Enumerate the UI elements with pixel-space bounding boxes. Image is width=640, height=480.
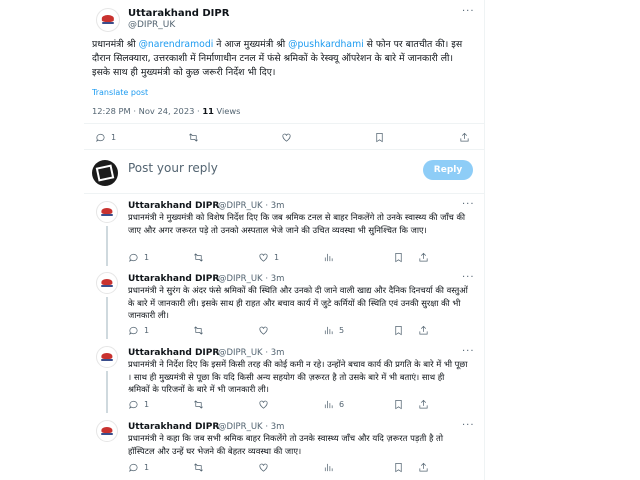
reply-actions [128, 323, 478, 337]
repost-button[interactable] [188, 130, 199, 144]
reply-author-name[interactable]: Uttarakhand DIPR [128, 274, 220, 284]
repost-button[interactable] [193, 250, 204, 264]
repost-icon [188, 132, 199, 143]
repost-icon [193, 399, 204, 410]
column-border-right [484, 0, 485, 480]
more-options-icon[interactable]: ··· [462, 199, 475, 210]
share-icon [418, 252, 429, 263]
repost-icon [193, 325, 204, 336]
like-button[interactable] [258, 323, 274, 337]
tweet-actions [92, 130, 472, 144]
reply-icon [128, 325, 139, 336]
reply-author-name[interactable]: Uttarakhand DIPR [128, 201, 220, 211]
bookmark-icon [393, 399, 404, 410]
reply-icon [128, 399, 139, 410]
bookmark-button[interactable] [393, 397, 404, 411]
more-options-icon[interactable]: ··· [462, 346, 475, 357]
emblem-icon [101, 427, 112, 433]
repost-button[interactable] [193, 460, 204, 474]
reply-avatar[interactable] [96, 272, 118, 294]
heart-icon [281, 132, 292, 143]
reply-button[interactable]: 1 [95, 130, 116, 144]
user-avatar[interactable] [92, 160, 118, 186]
repost-button[interactable] [193, 323, 204, 337]
reply-actions [128, 460, 478, 474]
bookmark-icon [393, 462, 404, 473]
reply-handle-time[interactable]: @DIPR_UK · 3m [218, 274, 285, 284]
reply-text: प्रधानमंत्री ने कहा कि जब सभी श्रमिक बाहर निकलेंगे तो उनके स्वास्थ्य जाँच और यदि ज़रूरत पड़ती है तो हॉस्पिटल और उन्हें घर भेजने की बेहतर व्यवस्था की जाए। [128, 433, 444, 456]
divider [84, 193, 484, 194]
bookmark-button[interactable] [393, 250, 404, 264]
reply-avatar[interactable] [96, 201, 118, 223]
heart-icon [258, 399, 269, 410]
share-button[interactable] [418, 460, 429, 474]
thread-connector [106, 371, 108, 413]
reply-button[interactable]: 1 [128, 250, 149, 264]
divider [84, 149, 484, 150]
views-button[interactable] [323, 460, 339, 474]
views-button[interactable] [323, 250, 339, 264]
emblem-icon [102, 15, 114, 22]
emblem-icon [101, 353, 112, 359]
emblem-icon [101, 208, 112, 214]
heart-icon [258, 462, 269, 473]
more-options-icon[interactable]: ··· [462, 272, 475, 283]
author-handle[interactable]: @DIPR_UK [128, 20, 176, 30]
like-button[interactable] [281, 130, 292, 144]
views-icon [323, 252, 334, 263]
reply-handle-time[interactable]: @DIPR_UK · 3m [218, 422, 285, 432]
thread-connector [106, 226, 108, 266]
bookmark-button[interactable] [393, 323, 404, 337]
views-button[interactable]: 6 [323, 397, 344, 411]
bookmark-button[interactable] [393, 460, 404, 474]
bookmark-icon [393, 325, 404, 336]
reply-actions [128, 250, 478, 264]
share-button[interactable] [418, 250, 429, 264]
mention-link[interactable]: @narendramodi [138, 39, 214, 50]
more-options-icon[interactable]: ··· [462, 420, 475, 431]
bookmark-icon [393, 252, 404, 263]
divider [84, 123, 484, 124]
share-icon [418, 462, 429, 473]
bookmark-icon [374, 132, 385, 143]
timeline-column [84, 0, 484, 480]
reply-icon [128, 252, 139, 263]
like-button[interactable] [258, 460, 274, 474]
views-icon [323, 462, 334, 473]
share-icon [459, 132, 470, 143]
repost-icon [193, 462, 204, 473]
emblem-icon [101, 279, 112, 285]
heart-icon [258, 325, 269, 336]
reply-submit-button[interactable]: Reply [423, 160, 473, 180]
more-options-icon[interactable]: ··· [462, 6, 475, 17]
share-button[interactable] [418, 397, 429, 411]
repost-icon [193, 252, 204, 263]
reply-avatar[interactable] [96, 346, 118, 368]
tweet-timestamp: 12:28 PM · Nov 24, 2023 · 11 Views [92, 106, 241, 116]
thread-connector [106, 297, 108, 339]
like-button[interactable]: 1 [258, 250, 279, 264]
reply-avatar[interactable] [96, 420, 118, 442]
reply-button[interactable]: 1 [128, 460, 149, 474]
reply-author-name[interactable]: Uttarakhand DIPR [128, 348, 220, 358]
reply-author-name[interactable]: Uttarakhand DIPR [128, 422, 220, 432]
author-avatar[interactable] [96, 8, 120, 32]
reply-handle-time[interactable]: @DIPR_UK · 3m [218, 348, 285, 358]
reply-handle-time[interactable]: @DIPR_UK · 3m [218, 201, 285, 211]
author-name[interactable]: Uttarakhand DIPR [128, 8, 230, 19]
views-icon [323, 325, 334, 336]
reply-actions [128, 397, 478, 411]
reply-button[interactable]: 1 [128, 323, 149, 337]
mention-link[interactable]: @pushkardhami [288, 39, 364, 50]
reply-text: प्रधानमंत्री ने निर्देश दिए कि इसमें किसी तरह की कोई कमी न रहे। उन्होंने बचाव कार्य की प्रगति के बारे में भी पूछा । साथ ही मुख्यमंत्री से पूछा कि यदि किसी अन्य सहयोग की ज़रूरत है तो उसके बारे में भी बताएं। साथ ही श्रमिकों के परिजनों के बारे में भी जानकारी ली। [128, 359, 468, 395]
share-button[interactable] [459, 130, 470, 144]
share-icon [418, 325, 429, 336]
repost-button[interactable] [193, 397, 204, 411]
tweet-text: प्रधानमंत्री श्री @narendramodi ने आज मुख्यमंत्री श्री @pushkardhami से फोन पर बातचीत की। इस दौरान सिलक्यारा, उत्तरकाशी में निर्माणाधीन टनल में फंसे श्रमिकों के रेस्क्यू ऑपरेशन के बारे में जानकारी ली। इसके साथ ही मुख्यमंत्री को कुछ जरूरी निर्देश भी दिए। [92, 39, 463, 78]
reply-icon [128, 462, 139, 473]
reply-input[interactable]: Post your reply [128, 161, 218, 175]
share-icon [418, 399, 429, 410]
share-button[interactable] [418, 323, 429, 337]
bookmark-button[interactable] [374, 130, 385, 144]
reply-text: प्रधानमंत्री ने सुरंग के अंदर फंसे श्रमिकों की स्थिति और उनको दी जाने वाली खाद्य और दैनिक दिनचर्या की वस्तुओं के बारे में जानकारी ली। इसके साथ ही राहत और बचाव कार्य में जुटे कर्मियों की स्थिति एवं उनकी सुरक्षा की भी जानकारी ली। [128, 285, 468, 321]
heart-icon [258, 252, 269, 263]
translate-post-link[interactable]: Translate post [92, 88, 149, 97]
reply-button[interactable]: 1 [128, 397, 149, 411]
reply-text: प्रधानमंत्री ने मुख्यमंत्री को विशेष निर्देश दिए कि जब श्रमिक टनल से बाहर निकलेंगे तो उनके स्वास्थ्य की जाँच की जाए और अगर जरूरत पड़े तो उनको अस्पताल भेजे जाने की उचित व्यवस्था भी सुनिश्चित कि जाए। [128, 212, 466, 235]
reply-icon [95, 132, 106, 143]
views-button[interactable]: 5 [323, 323, 344, 337]
views-icon [323, 399, 334, 410]
like-button[interactable] [258, 397, 274, 411]
